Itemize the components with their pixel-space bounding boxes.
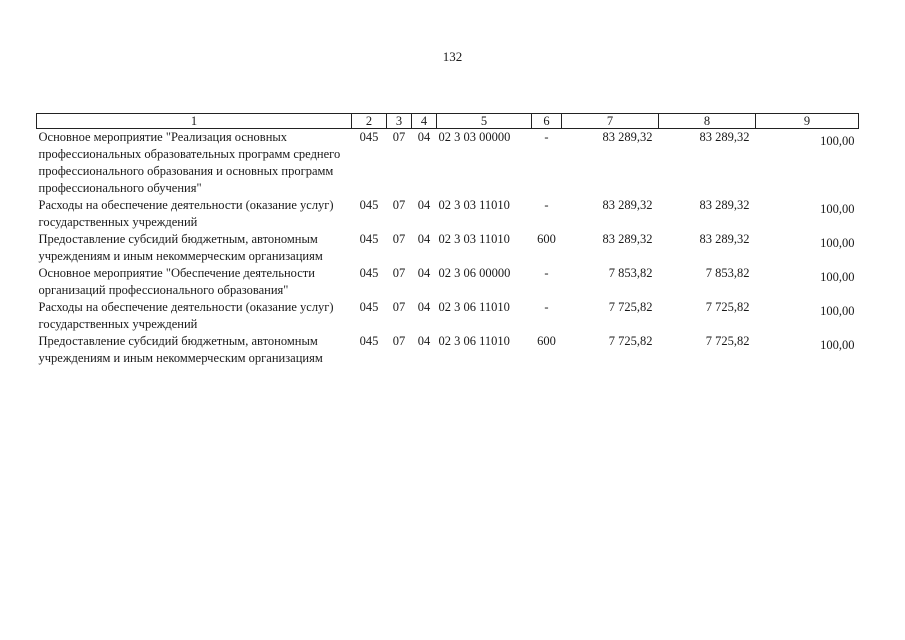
row-col-5: 02 3 03 00000 <box>438 130 511 144</box>
column-header-5: 5 <box>437 114 532 129</box>
row-col-4: 04 <box>417 334 431 348</box>
row-col-3: 07 <box>392 198 406 212</box>
table-row <box>37 197 859 231</box>
row-col-8: 7 853,82 <box>705 266 750 280</box>
row-col-3: 07 <box>392 300 406 314</box>
column-header-4: 4 <box>412 114 437 129</box>
row-col-6: - <box>544 300 549 314</box>
row-col-9 <box>756 265 859 299</box>
row-col-4: 04 <box>417 232 431 246</box>
row-col-3: 07 <box>392 334 406 348</box>
row-col-8: 83 289,32 <box>699 198 750 212</box>
row-col-6: - <box>544 266 549 280</box>
row-col-2: 045 <box>359 300 379 314</box>
table-header-row <box>37 114 859 129</box>
column-header-3: 3 <box>387 114 412 129</box>
row-col-7: 7 725,82 <box>608 300 653 314</box>
row-col-2: 045 <box>359 232 379 246</box>
row-col-3: 07 <box>392 266 406 280</box>
row-col-9 <box>756 333 859 367</box>
table-row <box>37 129 859 198</box>
budget-table <box>36 113 859 367</box>
row-col-6: 600 <box>537 232 556 246</box>
row-name: Основное мероприятие "Реализация основных профессиональных образовательных программ среднего профессионального образования и основных программ профессионального обучения" <box>38 130 341 195</box>
row-col-2: 045 <box>359 266 379 280</box>
row-col-9-value: 100,00 <box>820 202 855 216</box>
row-col-7: 83 289,32 <box>602 198 653 212</box>
column-header-2: 2 <box>352 114 387 129</box>
row-col-2: 045 <box>359 334 379 348</box>
row-col-7: 83 289,32 <box>602 232 653 246</box>
row-col-8: 83 289,32 <box>699 232 750 246</box>
row-col-6: - <box>544 198 549 212</box>
row-col-5: 02 3 06 11010 <box>438 334 510 348</box>
row-col-9 <box>756 231 859 265</box>
column-header-6: 6 <box>532 114 562 129</box>
row-col-9-value: 100,00 <box>820 270 855 284</box>
row-name: Расходы на обеспечение деятельности (оказание услуг) государственных учреждений <box>38 198 334 229</box>
row-name: Предоставление субсидий бюджетным, автономным учреждениям и иным некоммерческим организациям <box>38 232 323 263</box>
row-col-9-value: 100,00 <box>820 304 855 318</box>
row-col-5: 02 3 03 11010 <box>438 198 510 212</box>
row-col-8: 7 725,82 <box>705 300 750 314</box>
page-number: 132 <box>442 49 463 64</box>
row-col-9 <box>756 197 859 231</box>
column-header-7: 7 <box>562 114 659 129</box>
row-col-9-value: 100,00 <box>820 134 855 148</box>
row-col-9-value: 100,00 <box>820 338 855 352</box>
row-col-9-value: 100,00 <box>820 236 855 250</box>
row-col-7: 83 289,32 <box>602 130 653 144</box>
column-header-8: 8 <box>659 114 756 129</box>
table-row <box>37 299 859 333</box>
row-name: Предоставление субсидий бюджетным, автономным учреждениям и иным некоммерческим организациям <box>38 334 323 365</box>
row-col-5: 02 3 06 00000 <box>438 266 511 280</box>
column-header-9: 9 <box>756 114 859 129</box>
row-col-5: 02 3 03 11010 <box>438 232 510 246</box>
row-col-9 <box>756 129 859 198</box>
row-name: Основное мероприятие "Обеспечение деятельности организаций профессионального образования" <box>38 266 315 297</box>
row-col-6: 600 <box>537 334 556 348</box>
row-col-4: 04 <box>417 198 431 212</box>
table-row <box>37 265 859 299</box>
row-col-5: 02 3 06 11010 <box>438 300 510 314</box>
table-row <box>37 231 859 265</box>
row-col-3: 07 <box>392 232 406 246</box>
row-col-2: 045 <box>359 130 379 144</box>
row-col-7: 7 853,82 <box>608 266 653 280</box>
table-row <box>37 333 859 367</box>
row-col-4: 04 <box>417 130 431 144</box>
row-col-2: 045 <box>359 198 379 212</box>
row-name: Расходы на обеспечение деятельности (оказание услуг) государственных учреждений <box>38 300 334 331</box>
row-col-9 <box>756 299 859 333</box>
row-col-7: 7 725,82 <box>608 334 653 348</box>
row-col-6: - <box>544 130 549 144</box>
row-col-4: 04 <box>417 266 431 280</box>
row-col-4: 04 <box>417 300 431 314</box>
row-col-8: 83 289,32 <box>699 130 750 144</box>
row-col-8: 7 725,82 <box>705 334 750 348</box>
column-header-1: 1 <box>37 114 352 129</box>
row-col-3: 07 <box>392 130 406 144</box>
